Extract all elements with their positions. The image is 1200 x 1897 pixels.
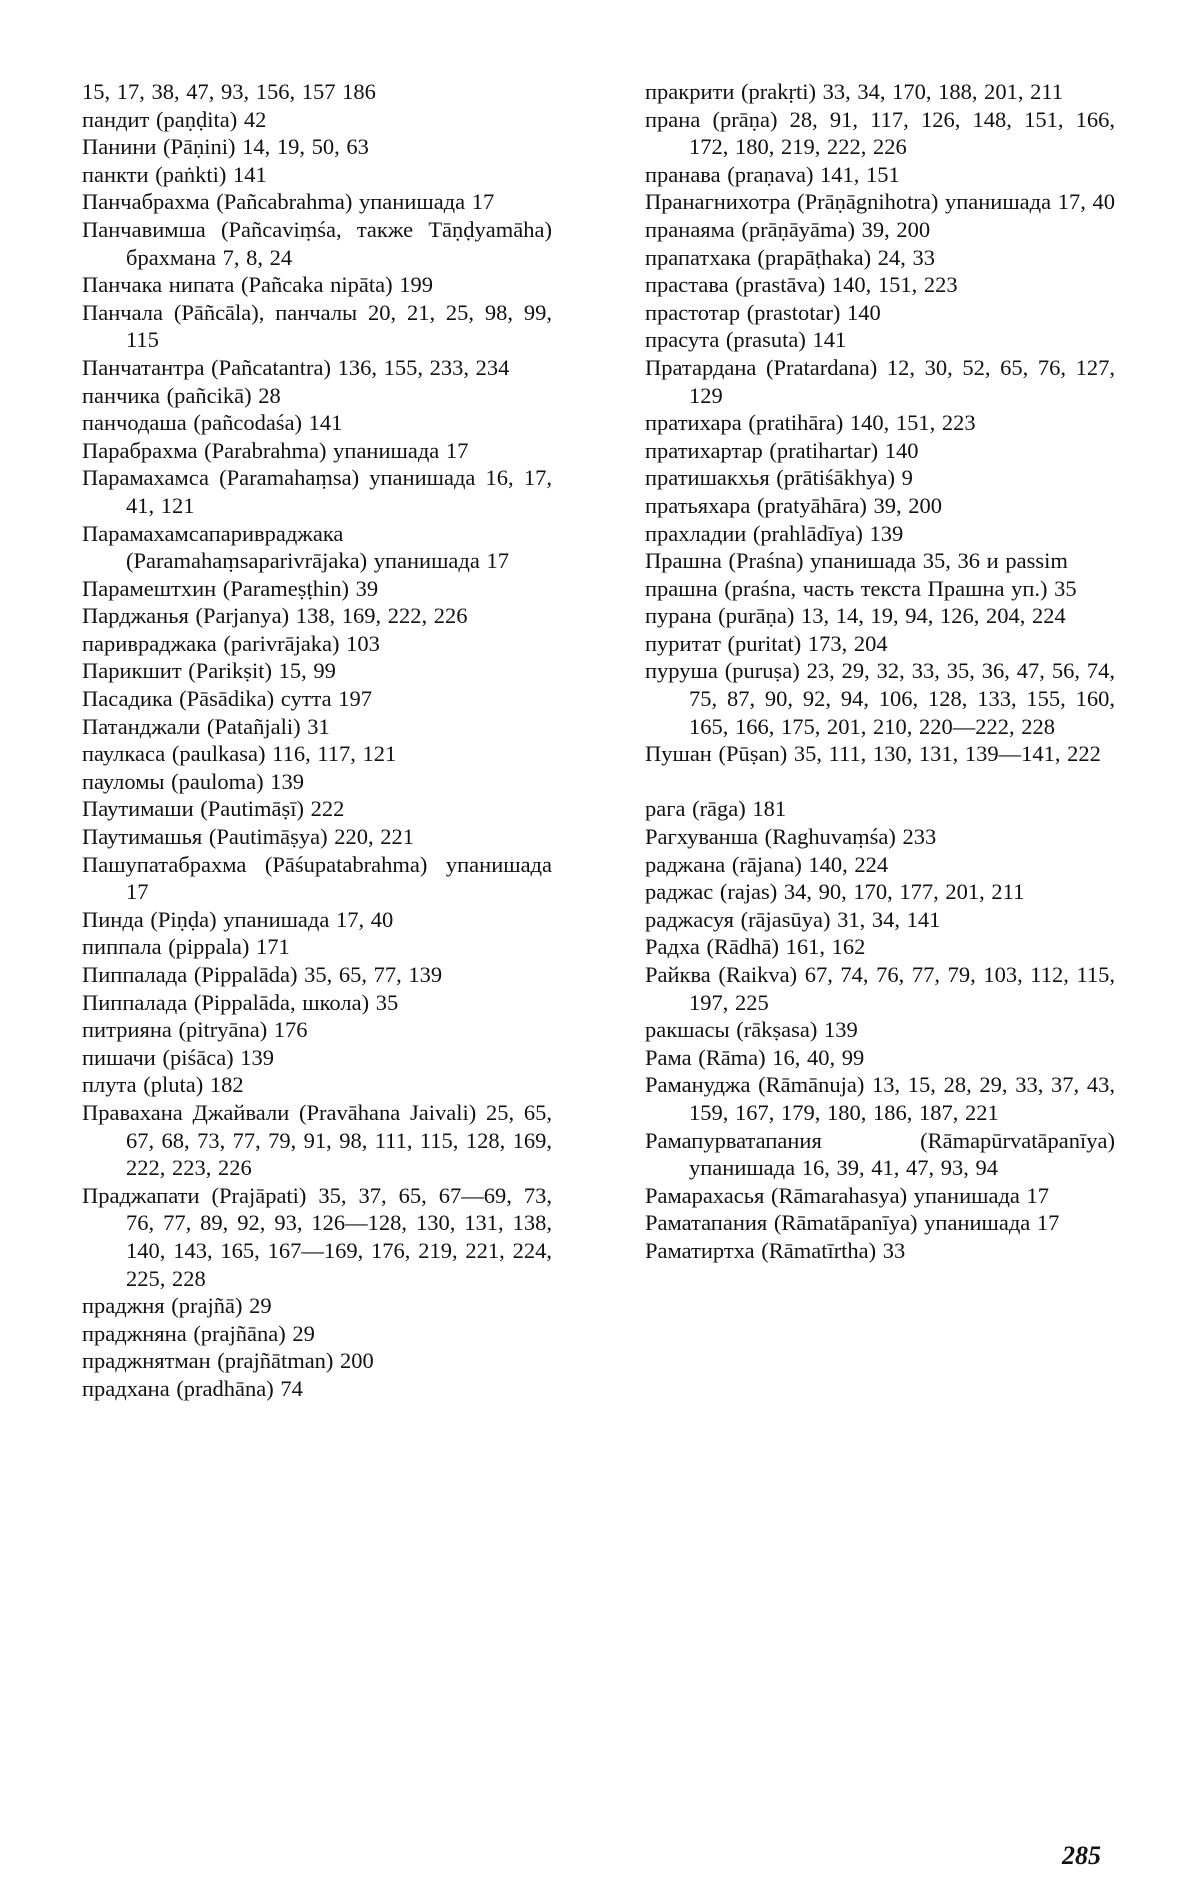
- index-entry: Парабрахма (Parabrahma) упанишада 17: [82, 437, 469, 463]
- index-entry: пратихара (pratihāra) 140, 151, 223: [645, 410, 976, 436]
- index-entry: панчика (pañcikā) 28: [82, 382, 281, 408]
- index-entry: Радха (Rādhā) 161, 162: [645, 934, 866, 960]
- index-entry: Правахана Джайвали (Pravāhana Jaivali) 25, 65, 67, 68, 73, 77, 79, 91, 98, 111, 115, 128, 169, 222, 223, 226: [82, 1099, 552, 1181]
- index-entry: Праджапати (Prajāpati) 35, 37, 65, 67—69, 73, 76, 77, 89, 92, 93, 126—128, 130, 131, 138, 140, 143, 165, 167—169, 176, 219, 221, 224, 225, 228: [82, 1182, 552, 1291]
- index-entry: Рагхуванша (Raghuvaṃśa) 233: [645, 824, 937, 850]
- index-entry: Пашупатабрахма (Pāśupatabrahma) упанишада 17: [82, 851, 552, 905]
- index-entry: Рама (Rāma) 16, 40, 99: [645, 1044, 865, 1070]
- index-entry: Панини (Pāṇini) 14, 19, 50, 63: [82, 134, 369, 160]
- index-entry: Прашна (Praśna) упанишада 35, 36 и passim: [645, 548, 1068, 574]
- index-entry: Панчала (Pāñcāla), панчалы 20, 21, 25, 98, 99, 115: [82, 299, 552, 353]
- index-entry: Пушан (Pūṣan) 35, 111, 130, 131, 139—141, 222: [645, 741, 1101, 767]
- index-entry: Пасадика (Pāsādika) сутта 197: [82, 686, 373, 712]
- section-gap: [645, 768, 1115, 796]
- index-entry: Парамахамса (Paramahaṃsa) упанишада 16, 17, 41, 121: [82, 465, 552, 518]
- index-entry: Райква (Raikva) 67, 74, 76, 77, 79, 103, 112, 115, 197, 225: [645, 962, 1115, 1015]
- index-entry: прапатхака (prapāṭhaka) 24, 33: [645, 244, 935, 270]
- index-entry: Рамапурватапания (Rāmapūrvatāpanīya) упанишада 16, 39, 41, 47, 93, 94: [645, 1127, 1115, 1181]
- index-entry: рага (rāga) 181: [645, 796, 787, 822]
- index-entry: панкти (paṅkti) 141: [82, 161, 267, 187]
- index-entry: плута (pluta) 182: [82, 1072, 244, 1098]
- index-entry: 15, 17, 38, 47, 93, 156, 157 186: [82, 79, 376, 104]
- index-column-right: [645, 78, 1115, 1265]
- index-entry: Пинда (Piṇḍa) упанишада 17, 40: [82, 906, 394, 932]
- index-entry: пракрити (prakṛti) 33, 34, 170, 188, 201, 211: [645, 79, 1063, 104]
- index-entry: питрияна (pitryāna) 176: [82, 1017, 308, 1043]
- index-entry: пурана (purāṇa) 13, 14, 19, 94, 126, 204, 224: [645, 603, 1066, 629]
- page-number: 285: [1062, 1841, 1101, 1870]
- index-entry: прана (prāṇa) 28, 91, 117, 126, 148, 151, 166, 172, 180, 219, 222, 226: [645, 106, 1115, 160]
- index-entry: раджана (rājana) 140, 224: [645, 851, 889, 877]
- index-entry: пиппала (pippala) 171: [82, 934, 290, 960]
- index-entry: Рамануджа (Rāmānuja) 13, 15, 28, 29, 33, 37, 43, 159, 167, 179, 180, 186, 187, 221: [645, 1072, 1115, 1125]
- index-entry: праджня (prajñā) 29: [82, 1293, 272, 1319]
- index-entry: Панчатантра (Pañcatantra) 136, 155, 233, 234: [82, 354, 510, 380]
- index-entry: Панчавимша (Pañcaviṃśa, также Tāṇḍyamāha) брахмана 7, 8, 24: [82, 216, 552, 270]
- index-entry: паулкаса (paulkasa) 116, 117, 121: [82, 741, 397, 767]
- index-entry: Пиппалада (Pippalāda, школа) 35: [82, 989, 399, 1015]
- index-entry: пауломы (pauloma) 139: [82, 768, 305, 794]
- index-entry: Паутимашья (Pautimāṣya) 220, 221: [82, 824, 414, 850]
- index-entry: раджасуя (rājasūya) 31, 34, 141: [645, 906, 941, 932]
- index-entry: пратихартар (pratihartar) 140: [645, 437, 919, 463]
- index-entry: Панчака нипата (Pañcaka nipāta) 199: [82, 272, 433, 298]
- index-entry: Паутимаши (Pautimāṣī) 222: [82, 796, 345, 822]
- index-entry: пуруша (puruṣa) 23, 29, 32, 33, 35, 36, 47, 56, 74, 75, 87, 90, 92, 94, 106, 128, 133, 155, 160, 165, 166, 175, 201, 210, 220—222, 228: [645, 658, 1115, 739]
- index-entry: Панчабрахма (Pañcabrahma) упанишада 17: [82, 189, 495, 215]
- index-entry: прахладии (prahlādīya) 139: [645, 520, 904, 546]
- index-entry: праджнятман (prajñātman) 200: [82, 1348, 374, 1374]
- index-entry: прастава (prastāva) 140, 151, 223: [645, 272, 958, 298]
- index-entry: праджняна (prajñāna) 29: [82, 1320, 315, 1346]
- index-entry: пратишакхья (prātiśākhya) 9: [645, 465, 913, 491]
- index-entry: пранаяма (prāṇāyāma) 39, 200: [645, 216, 931, 242]
- index-entry: Парамахамсапаривраджака (Paramahaṃsaparivrājaka) упанишада 17: [82, 520, 509, 574]
- index-entry: Пиппалада (Pippalāda) 35, 65, 77, 139: [82, 962, 443, 987]
- index-entry: Пранагнихотра (Prāṇāgnihotra) упанишада 17, 40: [645, 189, 1115, 215]
- index-entry: пранава (praṇava) 141, 151: [645, 161, 900, 187]
- index-entry: Патанджали (Patañjali) 31: [82, 713, 330, 739]
- index-entry: прадхана (pradhāna) 74: [82, 1375, 303, 1401]
- index-entry: Пратардана (Pratardana) 12, 30, 52, 65, 76, 127, 129: [645, 354, 1115, 408]
- index-entry: прасута (prasuta) 141: [645, 327, 847, 353]
- index-entry: Раматиртха (Rāmatīrtha) 33: [645, 1237, 906, 1263]
- index-entry: ракшасы (rākṣasa) 139: [645, 1017, 858, 1043]
- index-entry: панчодаша (pañcodaśa) 141: [82, 410, 343, 436]
- index-entry: Парамештхин (Parameṣṭhin) 39: [82, 575, 379, 601]
- index-entry: пандит (paṇḍita) 42: [82, 106, 267, 132]
- index-entry: раджас (rajas) 34, 90, 170, 177, 201, 211: [645, 879, 1025, 905]
- index-entry: пишачи (piśāca) 139: [82, 1044, 275, 1070]
- index-entry: Парджанья (Parjanya) 138, 169, 222, 226: [82, 603, 468, 629]
- index-column-left: [82, 78, 552, 1403]
- index-entry: пуритат (puritat) 173, 204: [645, 630, 888, 656]
- index-entry: паривраджака (parivrājaka) 103: [82, 630, 380, 656]
- index-entry: Парикшит (Parikṣit) 15, 99: [82, 658, 336, 684]
- index-entry: прастотар (prastotar) 140: [645, 299, 881, 325]
- index-entry: Раматапания (Rāmatāpanīya) упанишада 17: [645, 1210, 1060, 1236]
- index-entry: пратьяхара (pratyāhāra) 39, 200: [645, 492, 942, 518]
- index-entry: прашна (praśna, часть текста Прашна уп.) 35: [645, 575, 1077, 601]
- index-entry: Рамарахасья (Rāmarahasya) упанишада 17: [645, 1182, 1050, 1208]
